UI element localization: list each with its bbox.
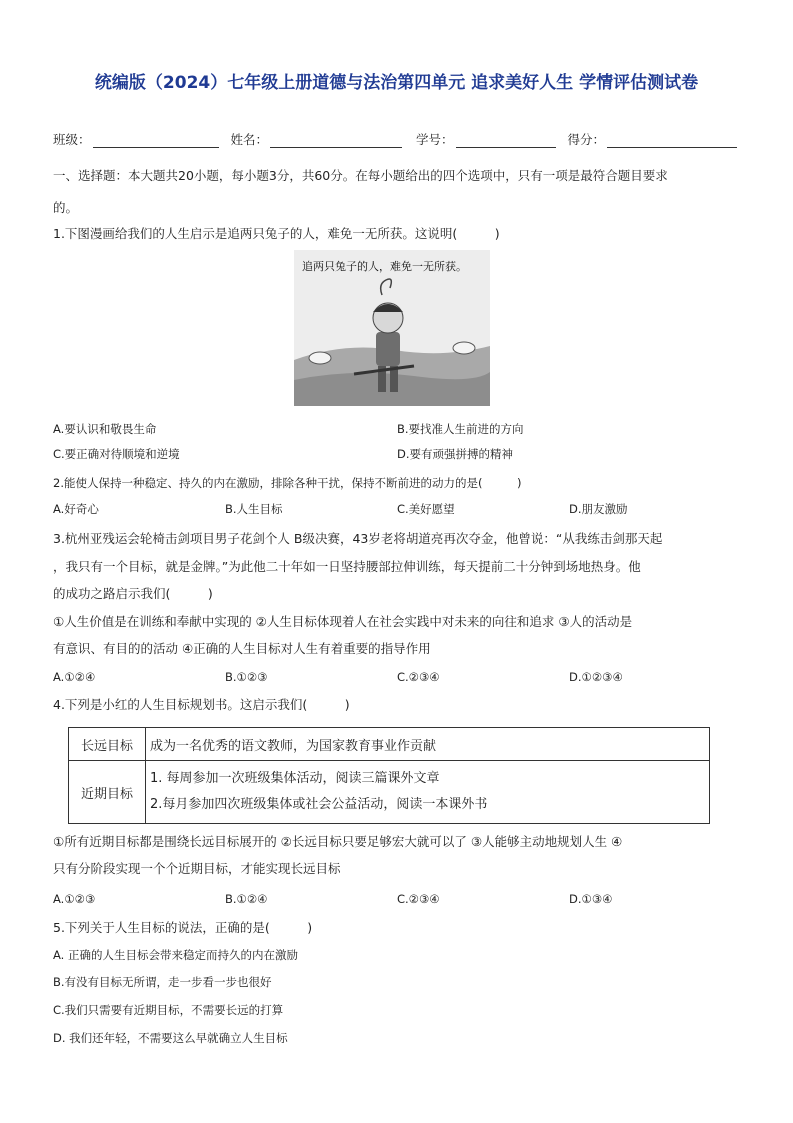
near-goal-item-2: 2.每月参加四次班级集体或社会公益活动，阅读一本课外书 [150,797,488,812]
near-goal-label: 近期目标 [69,761,146,824]
q2-option-c[interactable]: C.美好愿望 [397,502,455,516]
q1-option-a[interactable]: A.要认识和敬畏生命 [53,422,157,436]
q3-option-d[interactable]: D.①②③④ [569,670,623,684]
q1-option-c[interactable]: C.要正确对待顺境和逆境 [53,447,180,461]
q5-stem: 5.下列关于人生目标的说法，正确的是( ) [53,920,313,935]
section-intro-line1: 一、选择题：本大题共20小题，每小题3分，共60分。在每小题给出的四个选项中，只有一项是最符合题目要求 [53,168,668,183]
q2-option-a[interactable]: A.好奇心 [53,502,99,516]
q5-option-d[interactable]: D. 我们还年轻，不需要这么早就确立人生目标 [53,1031,288,1045]
name-blank[interactable] [270,133,402,148]
q2-option-d[interactable]: D.朋友激励 [569,502,628,516]
q4-option-a[interactable]: A.①②③ [53,892,96,906]
q5-option-a[interactable]: A. 正确的人生目标会带来稳定而持久的内在激励 [53,948,298,962]
score-label: 得分： [567,132,606,147]
long-goal-value: 成为一名优秀的语文教师，为国家教育事业作贡献 [146,728,710,761]
id-label: 学号： [416,132,454,147]
id-blank[interactable] [456,133,556,148]
long-goal-label: 长远目标 [69,728,146,761]
q1-cartoon-image [294,250,490,406]
q3-stem-line1: 3.杭州亚残运会轮椅击剑项目男子花剑个人 B级决赛，43岁老将胡道亮再次夺金，他曾说：“从我练击剑那天起 [53,531,663,546]
cartoon-caption: 追两只兔子的人，难免一无所获。 [302,260,467,273]
near-goal-item-1: 1. 每周参加一次班级集体活动，阅读三篇课外文章 [150,771,440,786]
score-blank[interactable] [607,133,737,148]
near-goal-cell [146,761,710,824]
name-field [231,130,403,148]
q4-statements-line1: ①所有近期目标都是围绕长远目标展开的 ②长远目标只要足够宏大就可以了 ③人能够主动地规划人生 ④ [53,834,623,849]
q1-stem: 1.下图漫画给我们的人生启示是追两只兔子的人，难免一无所获。这说明( ) [53,226,500,241]
class-label: 班级： [53,132,91,147]
page-title: 统编版（2024）七年级上册道德与法治第四单元 追求美好人生 学情评估测试卷 [94,73,699,93]
q3-statements-line2: 有意识、有目的的活动 ④正确的人生目标对人生有着重要的指导作用 [53,641,431,656]
q3-stem-line3: 的成功之路启示我们( ) [53,586,213,601]
q3-option-a[interactable]: A.①②④ [53,670,96,684]
q2-stem: 2.能使人保持一种稳定、持久的内在激励，排除各种干扰，保持不断前进的动力的是( ) [53,476,522,490]
class-blank[interactable] [93,133,219,148]
q4-option-b[interactable]: B.①②④ [225,892,268,906]
class-field [53,130,219,148]
q2-option-b[interactable]: B.人生目标 [225,502,283,516]
q3-option-c[interactable]: C.②③④ [397,670,440,684]
q4-option-c[interactable]: C.②③④ [397,892,440,906]
table-row-near [69,761,710,824]
id-field [416,130,556,148]
q3-option-b[interactable]: B.①②③ [225,670,268,684]
q5-option-b[interactable]: B.有没有目标无所谓，走一步看一步也很好 [53,975,272,989]
student-info-row [53,130,745,148]
q4-stem: 4.下列是小红的人生目标规划书。这启示我们( ) [53,697,350,712]
q3-stem-line2: ，我只有一个目标，就是金牌。”为此他二十年如一日坚持腰部拉伸训练，每天提前二十分钟到场地热身。他 [53,559,641,574]
q4-statements-line2: 只有分阶段实现一个个近期目标，才能实现长远目标 [53,861,341,876]
q3-statements-line1: ①人生价值是在训练和奉献中实现的 ②人生目标体现着人在社会实践中对未来的向往和追求 ③人的活动是 [53,614,633,629]
q1-option-b[interactable]: B.要找准人生前进的方向 [397,422,524,436]
name-label: 姓名： [230,132,269,147]
q4-option-d[interactable]: D.①③④ [569,892,613,906]
table-row-long [69,728,710,761]
goal-plan-table [68,727,710,824]
section-intro-line2: 的。 [53,200,79,215]
score-field [568,130,738,148]
q5-option-c[interactable]: C.我们只需要有近期目标，不需要长远的打算 [53,1003,284,1017]
q1-option-d[interactable]: D.要有顽强拼搏的精神 [397,447,514,461]
